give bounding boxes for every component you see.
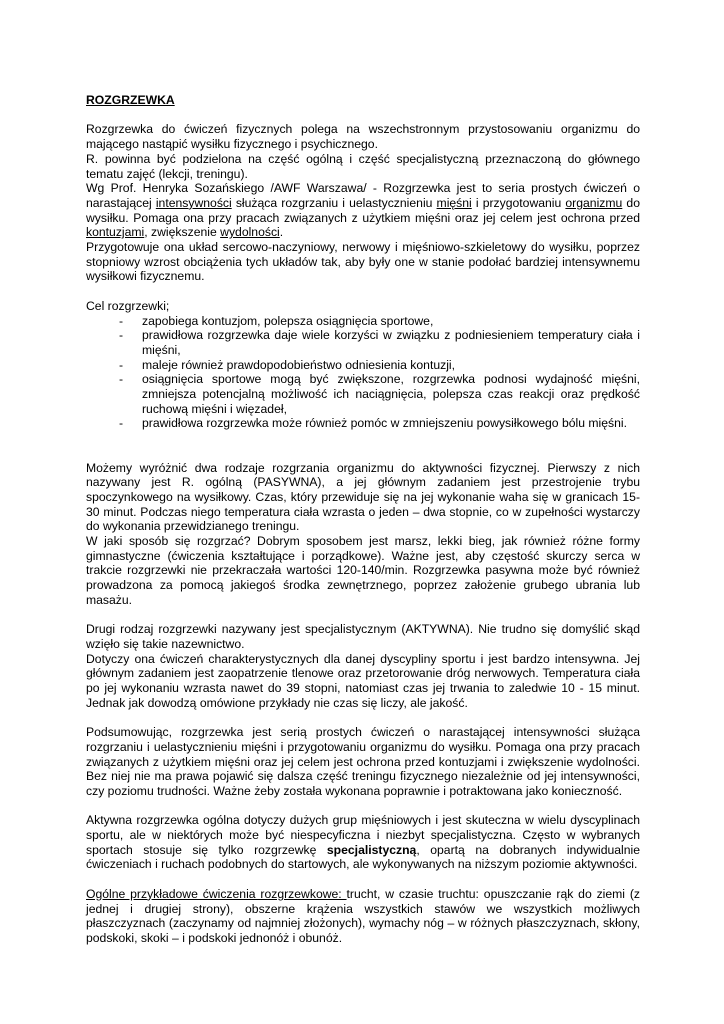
text-span: do wysiłku. Pomaga ona przy pracach związanych z użytkiem mięśni oraz jej celem jest ochrona przed xyxy=(86,195,640,225)
link-intensywnosci[interactable]: intensywności xyxy=(155,195,232,210)
text-span: Aktywna rozgrzewka ogólna dotyczy dużych grup mięśniowych i jest skuteczna w wielu dyscyplinach sportu, ale w niektórych może być niespecyficzna i niezbyt specjalistyczna. Często w wybranych sportach stosuje się tylko rozgrzewkę xyxy=(86,813,640,857)
bullet-dash: - xyxy=(119,313,124,328)
link-miesni[interactable]: mięśni xyxy=(436,195,472,210)
passive-paragraph-2: W jaki sposób się rozgrzać? Dobrym sposobem jest marsz, lekki bieg, jak również różne formy gimnastyczne (ćwiczenia kształtujące i porządkowe). Ważne jest, aby częstość skurczy serca w trakcie rozgrzewki nie przekraczała wartości 120-140/min. Rozgrzewka pasywna może być również prowadzona za pomocą jakiegoś środka zewnętrznego, poprzez założenie grubego ubrania lub masażu. xyxy=(86,534,640,607)
spacer xyxy=(86,608,640,623)
link-organizmu[interactable]: organizmu xyxy=(565,195,623,210)
bullet-dash: - xyxy=(119,357,124,372)
list-item-text: prawidłowa rozgrzewka daje wiele korzyści w związku z podniesieniem temperatury ciała i mięśni, xyxy=(142,328,640,357)
goals-heading: Cel rozgrzewki; xyxy=(86,298,170,313)
goals-list xyxy=(86,314,640,432)
list-item-text: osiągnięcia sportowe mogą być zwiększone, rozgrzewka podnosi wydajność mięśni, zmniejsza potencjalną możliwość ich naciągnięcia, polepsza czas reakcji oraz prędkość ruchową mięśni i więzadeł, xyxy=(142,372,640,416)
document-body xyxy=(86,93,640,946)
list-item xyxy=(86,358,640,373)
list-item-text: zapobiega kontuzjom, polepsza osiągnięcia sportowe, xyxy=(142,313,434,328)
list-item-text: maleje również prawdopodobieństwo odniesienia kontuzji, xyxy=(142,357,456,372)
link-wydolnosci[interactable]: wydolności xyxy=(220,225,280,240)
spacer xyxy=(86,710,640,725)
text-span: służąca rozgrzaniu i uelastycznieniu xyxy=(231,195,437,210)
examples-paragraph xyxy=(86,887,640,946)
summary-paragraph: Podsumowując, rozgrzewka jest serią prostych ćwiczeń o narastającej intensywności służąca rozgrzaniu i uelastycznieniu mięśni i przygotowaniu organizmu do wysiłku. Pomaga ona przy pracach związanych z użytkiem mięśni oraz jej celem jest ochrona przed kontuzjami i zwiększenie wydolności. Bez niej nie ma prawa pojawić się dalsza część treningu fizycznego niezależnie od jej intensywności, czy poziomu trudności. Ważne żeby została wykonana poprawnie i potraktowana jako konieczność. xyxy=(86,725,640,798)
bullet-dash: - xyxy=(119,416,124,431)
general-warmup-paragraph xyxy=(86,813,640,872)
spacer xyxy=(86,799,640,814)
spacer xyxy=(86,431,640,460)
active-paragraph-1: Drugi rodzaj rozgrzewki nazywany jest specjalistycznym (AKTYWNA). Nie trudno się domyślić skąd wzięło się takie nazewnictwo. xyxy=(86,622,640,651)
text-span: , opartą na dobranych indywidualnie ćwiczeniach i ruchach podobnych do startowych, ale wykonywanych na niższym poziomie aktywności. xyxy=(86,842,640,872)
document-title: ROZGRZEWKA xyxy=(86,93,175,107)
text-span: , zwiększenie xyxy=(144,225,221,240)
active-paragraph-2: Dotyczy ona ćwiczeń charakterystycznych dla danej dyscypliny sportu i jest bardzo intensywna. Jej głównym zadaniem jest zaopatrzenie tlenowe oraz przetorowanie dróg nerwowych. Temperatura ciała po jej wykonaniu wzrasta nawet do 39 stopni, natomiast czas jej trwania to zaledwie 10 - 15 minut. Jednak jak dowodzą omówione przykłady nie czas się liczy, ale jakość. xyxy=(86,651,640,710)
text-span: . xyxy=(279,225,284,240)
text-span: Wg Prof. Henryka Sozańskiego /AWF Warszawa/ - Rozgrzewka jest to seria prostych ćwiczeń o narastającej xyxy=(86,181,640,210)
intro-paragraph-4: Przygotowuje ona układ sercowo-naczyniowy, nerwowy i mięśniowo-szkieletowy do wysiłku, poprzez stopniowy wzrost obciążenia tych układów tak, aby były one w stanie podołać bardziej intensywnemu wysiłkowi fizycznemu. xyxy=(86,240,640,284)
bullet-dash: - xyxy=(119,372,124,387)
list-item xyxy=(86,328,640,357)
list-item-text: prawidłowa rozgrzewka może również pomóc w zmniejszeniu powysiłkowego bólu mięśni. xyxy=(142,416,627,431)
examples-text: trucht, w czasie truchtu: opuszczanie rąk do ziemi (z jednej i drugiej strony), obszerne krążenia wszystkich stawów we wszystkich możliwych płaszczyznach (zaczynamy od najmniej złożonych), wymachy nóg – w różnych płaszczyznach, skłony, podskoki, skoki – i podskoki jednonóż i obunóż. xyxy=(86,886,641,945)
list-item xyxy=(86,314,640,329)
spacer xyxy=(86,872,640,887)
intro-paragraph-2: R. powinna być podzielona na część ogólną i część specjalistyczną przeznaczoną do głównego tematu zajęć (lekcji, treningu). xyxy=(86,151,640,181)
text-span: i przygotowaniu xyxy=(471,195,566,210)
intro-paragraph-1: Rozgrzewka do ćwiczeń fizycznych polega na wszechstronnym przystosowaniu organizmu do mającego nastąpić wysiłku fizycznego i psychicznego. xyxy=(86,122,640,152)
list-item xyxy=(86,416,640,431)
examples-label: Ogólne przykładowe ćwiczenia rozgrzewkowe: xyxy=(86,886,347,901)
list-item xyxy=(86,372,640,416)
intro-paragraph-3 xyxy=(86,181,640,240)
bullet-dash: - xyxy=(119,328,124,343)
spacer xyxy=(86,284,640,299)
link-kontuzjami[interactable]: kontuzjami xyxy=(86,225,145,240)
bold-term-specjalistyczna: specjalistyczną xyxy=(326,842,417,857)
passive-paragraph-1: Możemy wyróżnić dwa rodzaje rozgrzania organizmu do aktywności fizycznej. Pierwszy z nich nazywany jest R. ogólną (PASYWNA), a jej głównym zadaniem jest przestrojenie trybu spoczynkowego na wysiłkowy. Czas, który przewiduje się na jej wykonanie waha się w granicach 15-30 minut. Podczas niego temperatura ciała wzrasta o jeden – dwa stopnie, co w zupełności wystarczy do wykonania przewidzianego treningu. xyxy=(86,460,640,534)
